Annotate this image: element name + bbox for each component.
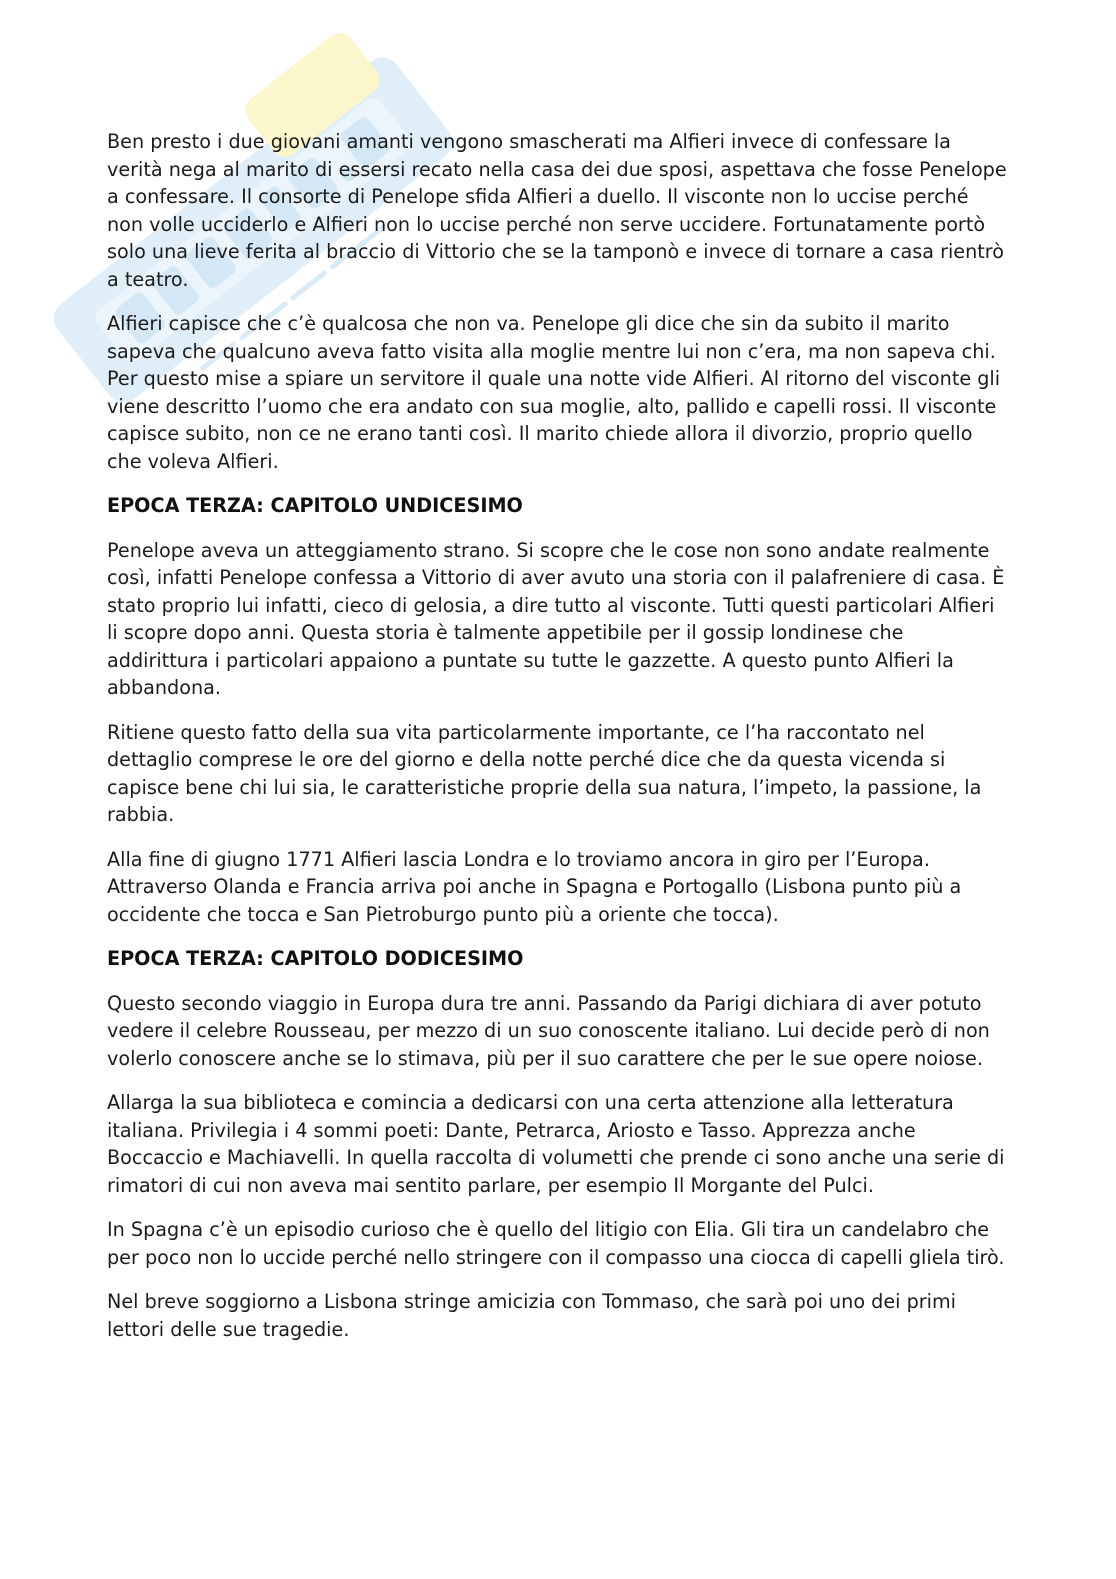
paragraph-penelope-confession: Penelope aveva un atteggiamento strano. Si scopre che le cose non sono andate realmente così, infatti Penelope confessa a Vittorio di aver avuto una storia con il palafreniere di casa. È stato proprio lui infatti, cieco di gelosia, a dire tutto al visconte. Tutti questi particolari Alfieri li scopre dopo anni. Questa storia è talmente appetibile per il gossip londinese che addirittura i particolari appaiono a puntate su tutte le gazzette. A questo punto Alfieri la abbandona. <box>107 538 1005 699</box>
heading-chapter-eleven: EPOCA TERZA: CAPITOLO UNDICESIMO <box>107 494 523 517</box>
heading-chapter-twelve: EPOCA TERZA: CAPITOLO DODICESIMO <box>107 947 524 970</box>
paragraph-importance: Ritiene questo fatto della sua vita particolarmente importante, ce l’ha raccontato nel dettaglio comprese le ore del giorno e della notte perché dice che da questa vicenda si capisce bene chi lui sia, le caratteristiche proprie della sua natura, l’impeto, la passione, la rabbia. <box>107 720 982 826</box>
paragraph-lisbon: Nel breve soggiorno a Lisbona stringe amicizia con Tommaso, che sarà poi uno dei primi lettori delle sue tragedie. <box>107 1290 957 1341</box>
paragraph-divorce: Alfieri capisce che c’è qualcosa che non va. Penelope gli dice che sin da subito il marito sapeva che qualcuno aveva fatto visita alla moglie mentre lui non c’era, ma non sapeva chi. Per questo mise a spiare un servitore il quale una notte vide Alfieri. Al ritorno del visconte gli viene descritto l’uomo che era andato con sua moglie, alto, pallido e capelli rossi. Il visconte capisce subito, non ce ne erano tanti così. Il marito chiede allora il divorzio, proprio quello che voleva Alfieri. <box>107 312 1001 473</box>
paragraph-second-journey: Questo secondo viaggio in Europa dura tre anni. Passando da Parigi dichiara di aver potuto vedere il celebre Rousseau, per mezzo di un suo conoscente italiano. Lui decide però di non volerlo conoscere anche se lo stimava, più per il suo carattere che per le sue opere noiose. <box>107 991 990 1070</box>
paragraph-leaves-london: Alla fine di giugno 1771 Alfieri lascia Londra e lo troviamo ancora in giro per l’Europa. Attraverso Olanda e Francia arriva poi anche in Spagna e Portogallo (Lisbona punto più a occidente che tocca e San Pietroburgo punto più a oriente che tocca). <box>107 847 962 926</box>
paragraph-duel: Ben presto i due giovani amanti vengono smascherati ma Alfieri invece di confessare la verità nega al marito di essersi recato nella casa dei due sposi, aspettava che fosse Penelope a confessare. Il consorte di Penelope sfida Alfieri a duello. Il visconte non lo uccise perché non volle ucciderlo e Alfieri non lo uccise perché non serve uccidere. Fortunatamente portò solo una lieve ferita al braccio di Vittorio che se la tamponò e invece di tornare a casa rientrò a teatro. <box>107 130 1007 291</box>
document-page <box>107 128 1007 1360</box>
paragraph-library: Allarga la sua biblioteca e comincia a dedicarsi con una certa attenzione alla letteratura italiana. Privilegia i 4 sommi poeti: Dante, Petrarca, Ariosto e Tasso. Apprezza anche Boccaccio e Machiavelli. In quella raccolta di volumetti che prende ci sono anche una serie di rimatori di cui non aveva mai sentito parlare, per esempio Il Morgante del Pulci. <box>107 1091 1005 1197</box>
paragraph-spain-episode: In Spagna c’è un episodio curioso che è quello del litigio con Elia. Gli tira un candelabro che per poco non lo uccide perché nello stringere con il compasso una ciocca di capelli gliela tirò. <box>107 1218 1005 1269</box>
